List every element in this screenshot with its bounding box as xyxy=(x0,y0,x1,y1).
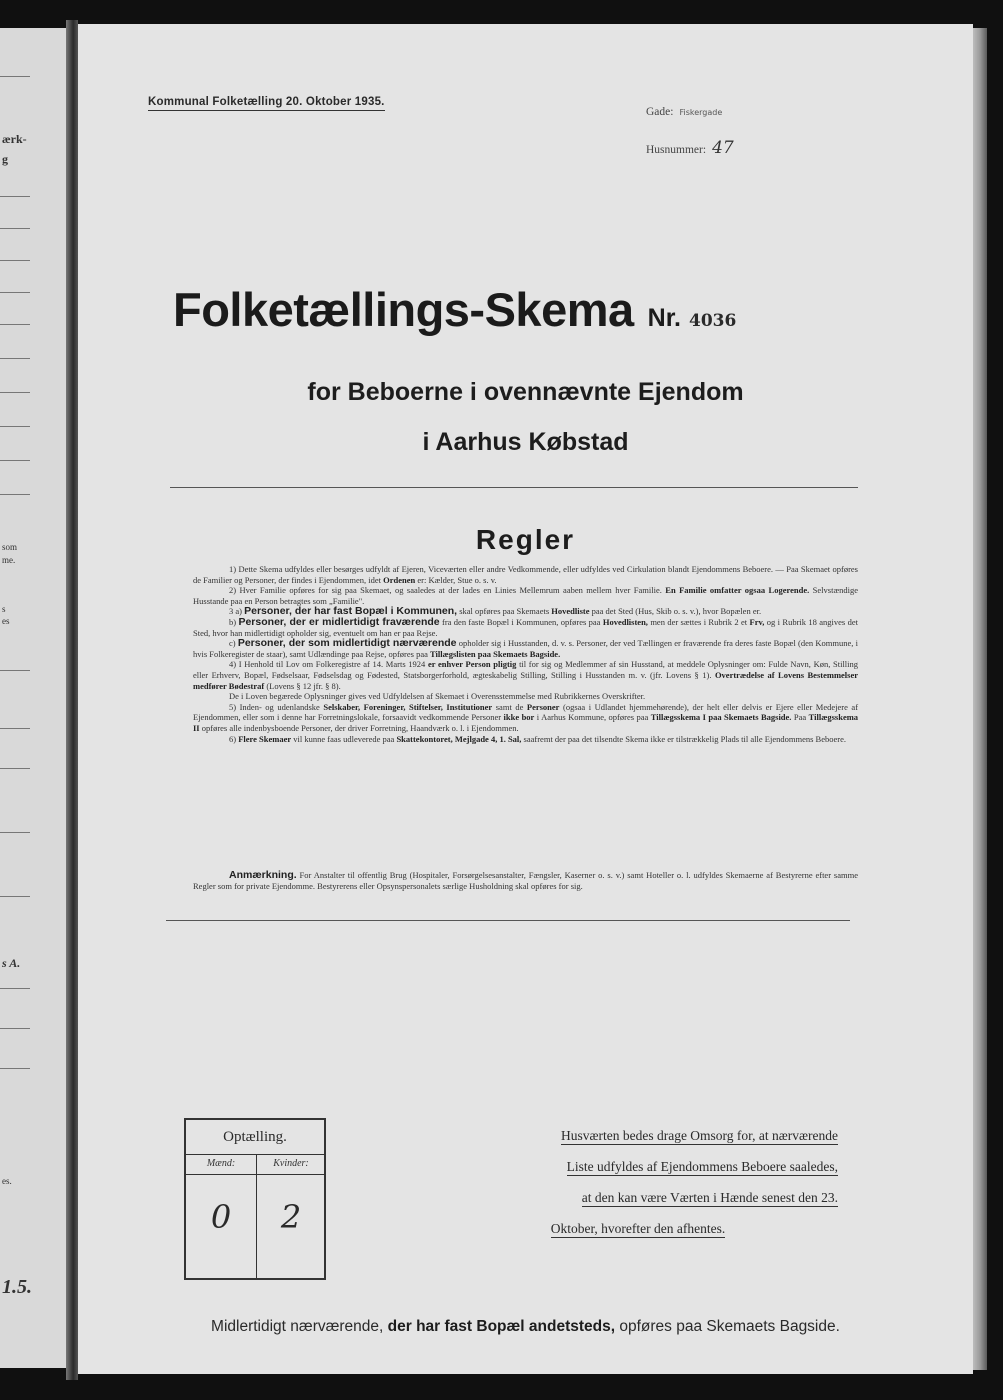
nr-label: Nr. xyxy=(647,304,681,332)
husnummer-field xyxy=(646,138,734,158)
form-number: 4036 xyxy=(689,311,737,331)
margin-rule xyxy=(0,728,30,729)
margin-text: es. xyxy=(2,1176,12,1186)
margin-text: me. xyxy=(2,555,16,565)
margin-rule xyxy=(0,988,30,989)
margin-rule xyxy=(0,460,30,461)
margin-rule xyxy=(0,196,30,197)
notice-line: Liste udfyldes af Ejendommens Beboere saaledes, xyxy=(566,1159,838,1174)
rule-3c: c) Personer, der som midlertidigt nærværende opholder sig i Husstanden, d. v. s. Personer, der ved Tællingen er fraværende fra deres faste Bopæl (den Kommune, i hvis Folkeregister de staar), samt Udlændinge paa Rejse, opføres paa Tillægslisten paa Skemaets Bagside. xyxy=(193,637,858,659)
divider xyxy=(166,920,850,921)
husnummer-value: 47 xyxy=(712,138,734,158)
margin-rule xyxy=(0,768,30,769)
margin-text: es xyxy=(2,616,10,626)
margin-rule xyxy=(0,1068,30,1069)
margin-rule xyxy=(0,358,30,359)
rule-2: 2) Hver Familie opføres for sig paa Skemaet, og saaledes at der lades en Linies Mellemrum aaben mellem hver Familie. En Familie omfatter ogsaa Logerende. Selvstændige Husstande paa en Person betragtes som „Familie". xyxy=(193,585,859,606)
kvinder-count: 2 xyxy=(280,1198,302,1236)
margin-handwriting: 1.5. xyxy=(2,1276,32,1298)
notice-line: Husværten bedes drage Omsorg for, at nærværende xyxy=(560,1128,838,1143)
divider xyxy=(170,487,858,488)
margin-rule xyxy=(0,896,30,897)
margin-rule xyxy=(0,1028,30,1029)
margin-text: g xyxy=(2,152,8,166)
regler-heading: Regler xyxy=(475,524,576,555)
anmaerkning-text: For Anstalter til offentlig Brug (Hospitaler, Forsørgelsesanstalter, Fængsler, Kaserner o. s. v.) samt Hoteller o. l. udfyldes Skemaerne af Bestyrerne efter samme Regler som for private Ejendomme. Bestyrerens eller Opsynspersonalets særlige Husholdning skal opføres for sig. xyxy=(193,870,858,891)
margin-rule xyxy=(0,292,30,293)
kvinder-label: Kvinder: xyxy=(273,1158,309,1169)
margin-rule xyxy=(0,76,30,77)
header-rule xyxy=(186,1174,324,1175)
gade-label: Gade: xyxy=(646,106,674,118)
anmaerkning-label: Anmærkning. xyxy=(229,869,297,881)
margin-rule xyxy=(0,494,30,495)
notice-line: at den kan være Værten i Hænde senest den 23. xyxy=(581,1190,838,1205)
margin-rule xyxy=(0,324,30,325)
margin-rule xyxy=(0,260,30,261)
notice-line: Oktober, hvorefter den afhentes. xyxy=(550,1221,726,1236)
form-title-row xyxy=(173,282,736,337)
book-gutter xyxy=(66,20,78,1380)
adjacent-page-fragment xyxy=(0,28,66,1368)
rule-6: 6) Flere Skemaer vil kunne faas udleverede paa Skattekontoret, Mejlgade 4, 1. Sal, saafremt der paa det tilsendte Skema ikke er tilstrækkelig Plads til alle Ejendommens Beboere. xyxy=(229,733,846,744)
census-title: Kommunal Folketælling 20. Oktober 1935. xyxy=(148,96,385,111)
page-edge xyxy=(973,28,987,1370)
census-form-page xyxy=(78,24,973,1374)
rule-4: 4) I Henhold til Lov om Folkeregistre af 14. Marts 1924 er enhver Person pligtig til for sig og Medlemmer af sin Husstand, at meddele Oplysninger om: Fulde Navn, Køn, Stilling eller Erhverv, Bopæl, Fødselsaar, Fødselsdag og Fødested, Statsborgerforhold, ægteskabelig Stilling, Stilling i Husstanden m. v. (jfr. Lovens § 1). Overtrædelse af Lovens Bestemmelser medfører Bødestraf (Lovens § 12 jfr. § 8). xyxy=(193,659,859,691)
rule-3b: b) Personer, der er midlertidigt fraværende fra den faste Bopæl i Kommunen, opføres paa Hovedlisten, men der sættes i Rubrik 2 et Frv, og i Rubrik 18 angives det Sted, hvor han midlertidigt opholder sig, eventuelt om han er paa Rejse. xyxy=(193,615,858,638)
form-subtitle-2: i Aarhus Købstad xyxy=(422,428,629,456)
husnummer-label: Husnummer: xyxy=(646,144,707,156)
optaelling-title: Optælling. xyxy=(186,1120,324,1155)
maend-count: 0 xyxy=(210,1198,232,1236)
rule-1: 1) Dette Skema udfyldes eller besørges udfyldt af Ejeren, Viceværten eller andre Vedkommende, eller udfyldes ved Cirkulation blandt Ejendommens Beboere. — Paa Skemaet opføres de Familier og Personer, der findes i Ejendommen, idet Ordenen er: Kælder, Stue o. s. v. xyxy=(193,564,858,585)
optaelling-box xyxy=(184,1118,326,1280)
margin-rule xyxy=(0,832,30,833)
gade-value: Fiskergade xyxy=(679,108,723,117)
form-title: Folketællings-Skema xyxy=(173,283,634,336)
margin-text: s xyxy=(2,604,6,614)
maend-label: Mænd: xyxy=(206,1158,236,1169)
footer-note: Midlertidigt nærværende, der har fast Bopæl andetsteds, opføres paa Skemaets Bagside. xyxy=(211,1318,840,1335)
margin-rule xyxy=(0,228,30,229)
rules-text xyxy=(193,564,858,744)
rule-3a: 3 a) Personer, der har fast Bopæl i Kommunen, skal opføres paa Skemaets Hovedliste paa det Sted (Hus, Skib o. s. v.), hvor Bopælen er. xyxy=(229,605,762,618)
margin-text: som xyxy=(2,542,18,552)
margin-text: ærk- xyxy=(2,132,27,146)
margin-rule xyxy=(0,392,30,393)
margin-handwriting: s A. xyxy=(2,956,21,970)
rule-4-note: De i Loven begærede Oplysninger gives ved Udfyldelsen af Skemaet i Overensstemmelse med Rubrikkernes Overskrifter. xyxy=(229,691,646,702)
anmaerkning-note xyxy=(193,870,858,892)
margin-rule xyxy=(0,670,30,671)
gade-field xyxy=(646,106,722,118)
margin-rule xyxy=(0,426,30,427)
form-subtitle-1: for Beboerne i ovennævnte Ejendom xyxy=(307,378,744,406)
rule-5: 5) Inden- og udenlandske Selskaber, Foreninger, Stiftelser, Institutioner samt de Personer (ogsaa i Udlandet hjemmehørende), der helt eller delvis er Ejere eller Medejere af Ejendommen, eller som i denne har Forretningslokale, forsaavidt vedkommende Personer ikke bor i Aarhus Kommune, opføres paa Tillægsskema I paa Skemaets Bagside. Paa Tillægsskema II opføres alle indenbysboende Personer, der driver Forretning, Haandværk o. l. i Ejendommen. xyxy=(193,701,859,733)
landlord-notice xyxy=(478,1128,838,1252)
